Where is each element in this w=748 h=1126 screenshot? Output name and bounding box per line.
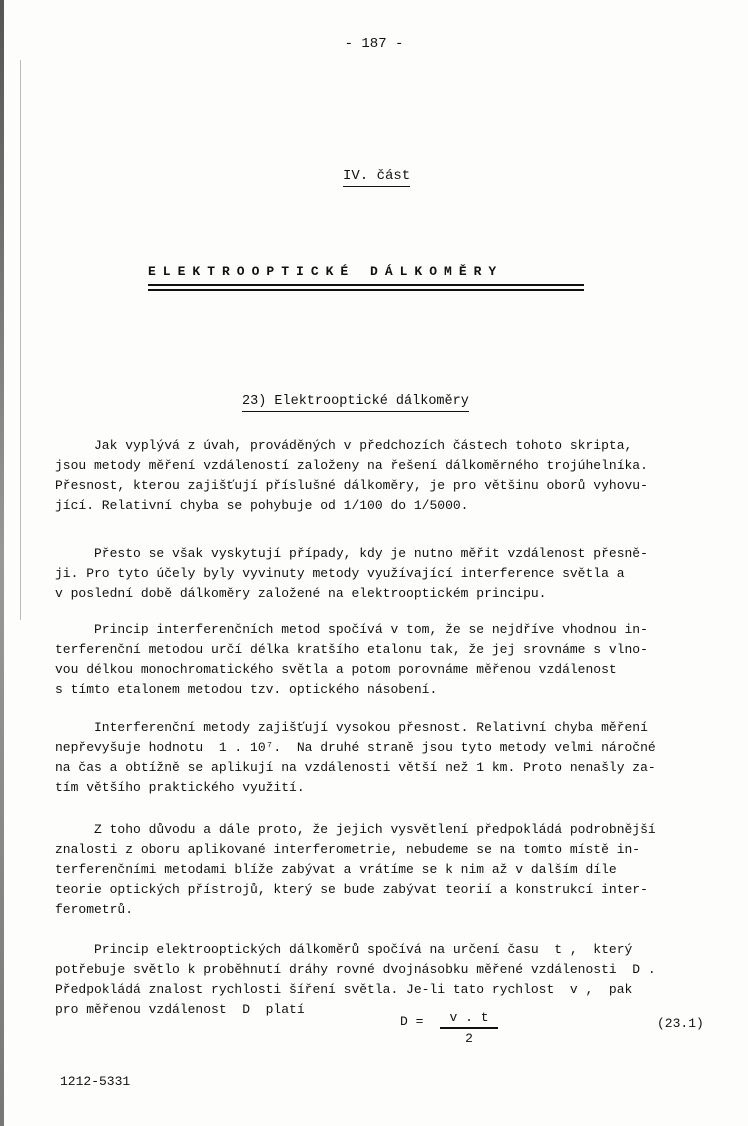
text-line: Princip elektrooptických dálkoměrů spočívá na určení času t , který [55, 942, 633, 957]
text-line: ferometrů. [55, 902, 134, 917]
text-line: Přesto se však vyskytují případy, kdy je nutno měřit vzdálenost přesně- [55, 546, 648, 561]
text-line: Přesnost, kterou zajišťují příslušné dálkoměry, je pro většinu oborů vyhovu- [55, 478, 648, 493]
formula-numerator: v . t [449, 1010, 489, 1025]
title-underline-bottom [148, 289, 584, 291]
paragraph-5 [55, 820, 740, 920]
text-line: teorie optických přístrojů, který se bude zabývat teorií a konstrukcí inter- [55, 882, 648, 897]
formula-denominator: 2 [465, 1030, 473, 1046]
paragraph-4 [55, 718, 740, 798]
fraction-bar [440, 1027, 498, 1029]
title-underline-top [148, 284, 584, 286]
formula-fraction [440, 1010, 498, 1046]
text-line: vou délkou monochromatického světla a potom porovnáme měřenou vzdálenost [55, 662, 617, 677]
text-line: terferenčními metodami blíže zabývat a vrátíme se k nim až v dalším díle [55, 862, 617, 877]
paragraph-1 [55, 436, 740, 516]
text-line: nepřevyšuje hodnotu 1 . 10⁷. Na druhé straně jsou tyto metody velmi náročné [55, 740, 656, 755]
text-line: s tímto etalonem metodou tzv. optického násobení. [55, 682, 438, 697]
text-line: terferenční metodou určí délka kratšího etalonu tak, že jej srovnáme s vlno- [55, 642, 648, 657]
text-line: Předpokládá znalost rychlosti šíření světla. Je-li tato rychlost v , pak [55, 982, 633, 997]
section-heading: 23) Elektrooptické dálkoměry [242, 394, 469, 412]
text-line: Interferenční metody zajišťují vysokou přesnost. Relativní chyba měření [55, 720, 648, 735]
text-line: jící. Relativní chyba se pohybuje od 1/100 do 1/5000. [55, 498, 469, 513]
text-line: Princip interferenčních metod spočívá v tom, že se nejdříve vhodnou in- [55, 622, 648, 637]
page-number: - 187 - [344, 36, 404, 52]
formula-lhs: D = [400, 1014, 424, 1029]
text-line: tím většího praktického využití. [55, 780, 305, 795]
main-title: ELEKTROOPTICKÉ DÁLKOMĚRY [148, 264, 504, 279]
text-line: na čas a obtížně se aplikují na vzdálenosti větší než 1 km. Proto nenašly za- [55, 760, 656, 775]
text-line: jsou metody měření vzdáleností založeny na řešení dálkoměrného trojúhelníka. [55, 458, 648, 473]
text-line: ji. Pro tyto účely byly vyvinuty metody využívající interference světla a [55, 566, 625, 581]
text-line: znalosti z oboru aplikované interferometrie, nebudeme se na tomto místě in- [55, 842, 641, 857]
text-line: Jak vyplývá z úvah, prováděných v předchozích částech tohoto skripta, [55, 438, 633, 453]
scan-edge [0, 0, 4, 1126]
paragraph-6 [55, 940, 740, 1020]
text-line: potřebuje světlo k proběhnutí dráhy rovné dvojnásobku měřené vzdálenosti D . [55, 962, 656, 977]
scan-fold-line [20, 60, 21, 620]
paragraph-2 [55, 544, 740, 604]
text-line: pro měřenou vzdálenost D platí [55, 1002, 305, 1017]
footer-code: 1212-5331 [60, 1074, 131, 1089]
equation-number: (23.1) [657, 1016, 704, 1031]
text-line: v poslední době dálkoměry založené na elektrooptickém principu. [55, 586, 547, 601]
part-heading: IV. část [343, 168, 410, 187]
paragraph-3 [55, 620, 740, 700]
text-line: Z toho důvodu a dále proto, že jejich vysvětlení předpokládá podrobnější [55, 822, 656, 837]
